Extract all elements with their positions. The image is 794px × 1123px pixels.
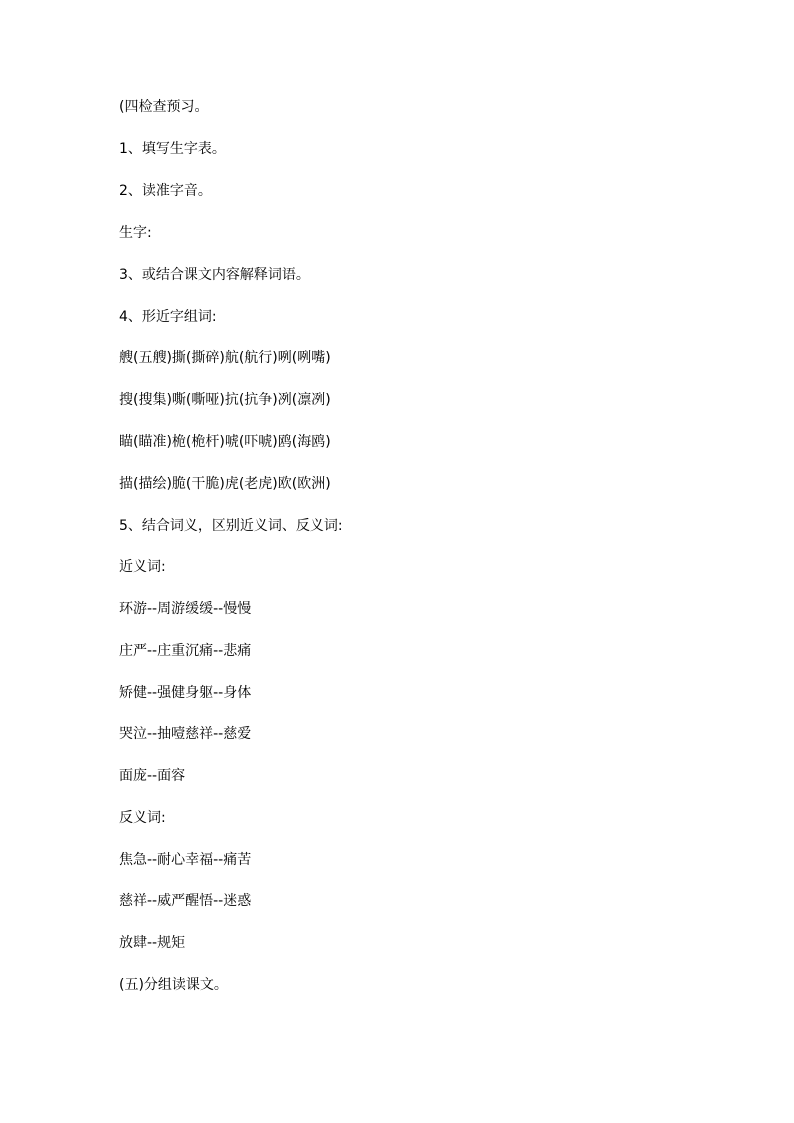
synonym-row-5: 面庞--面容 xyxy=(119,768,186,784)
step-5-text: 5、结合词义，区别近义词、反义词: xyxy=(119,518,343,534)
new-characters-label: 生字: xyxy=(119,225,152,241)
section-heading-4: (四检查预习。 xyxy=(119,99,209,115)
antonym-row-3: 放肆--规矩 xyxy=(119,935,186,951)
antonym-row-1: 焦急--耐心幸福--痛苦 xyxy=(119,852,252,868)
section-heading-5: (五)分组读课文。 xyxy=(119,977,228,993)
word-group-row-4: 描(描绘)脆(干脆)虎(老虎)欧(欧洲) xyxy=(119,476,331,492)
antonym-row-2: 慈祥--威严醒悟--迷惑 xyxy=(119,893,252,909)
step-4-text: 4、形近字组词: xyxy=(119,309,217,325)
step-3-text: 3、或结合课文内容解释词语。 xyxy=(119,267,310,283)
synonyms-label: 近义词: xyxy=(119,559,166,575)
step-2-text: 2、读准字音。 xyxy=(119,183,212,199)
synonym-row-1: 环游--周游缓缓--慢慢 xyxy=(119,601,252,617)
synonym-row-3: 矫健--强健身躯--身体 xyxy=(119,685,252,701)
synonym-row-4: 哭泣--抽噎慈祥--慈爱 xyxy=(119,726,252,742)
antonyms-label: 反义词: xyxy=(119,810,166,826)
word-group-row-1: 艘(五艘)撕(撕碎)航(航行)咧(咧嘴) xyxy=(119,350,331,366)
synonym-row-2: 庄严--庄重沉痛--悲痛 xyxy=(119,643,252,659)
word-group-row-2: 搜(搜集)嘶(嘶哑)抗(抗争)冽(凛冽) xyxy=(119,392,331,408)
step-1-text: 1、填写生字表。 xyxy=(119,141,226,157)
word-group-row-3: 瞄(瞄准)桅(桅杆)唬(吓唬)鸥(海鸥) xyxy=(119,434,331,450)
